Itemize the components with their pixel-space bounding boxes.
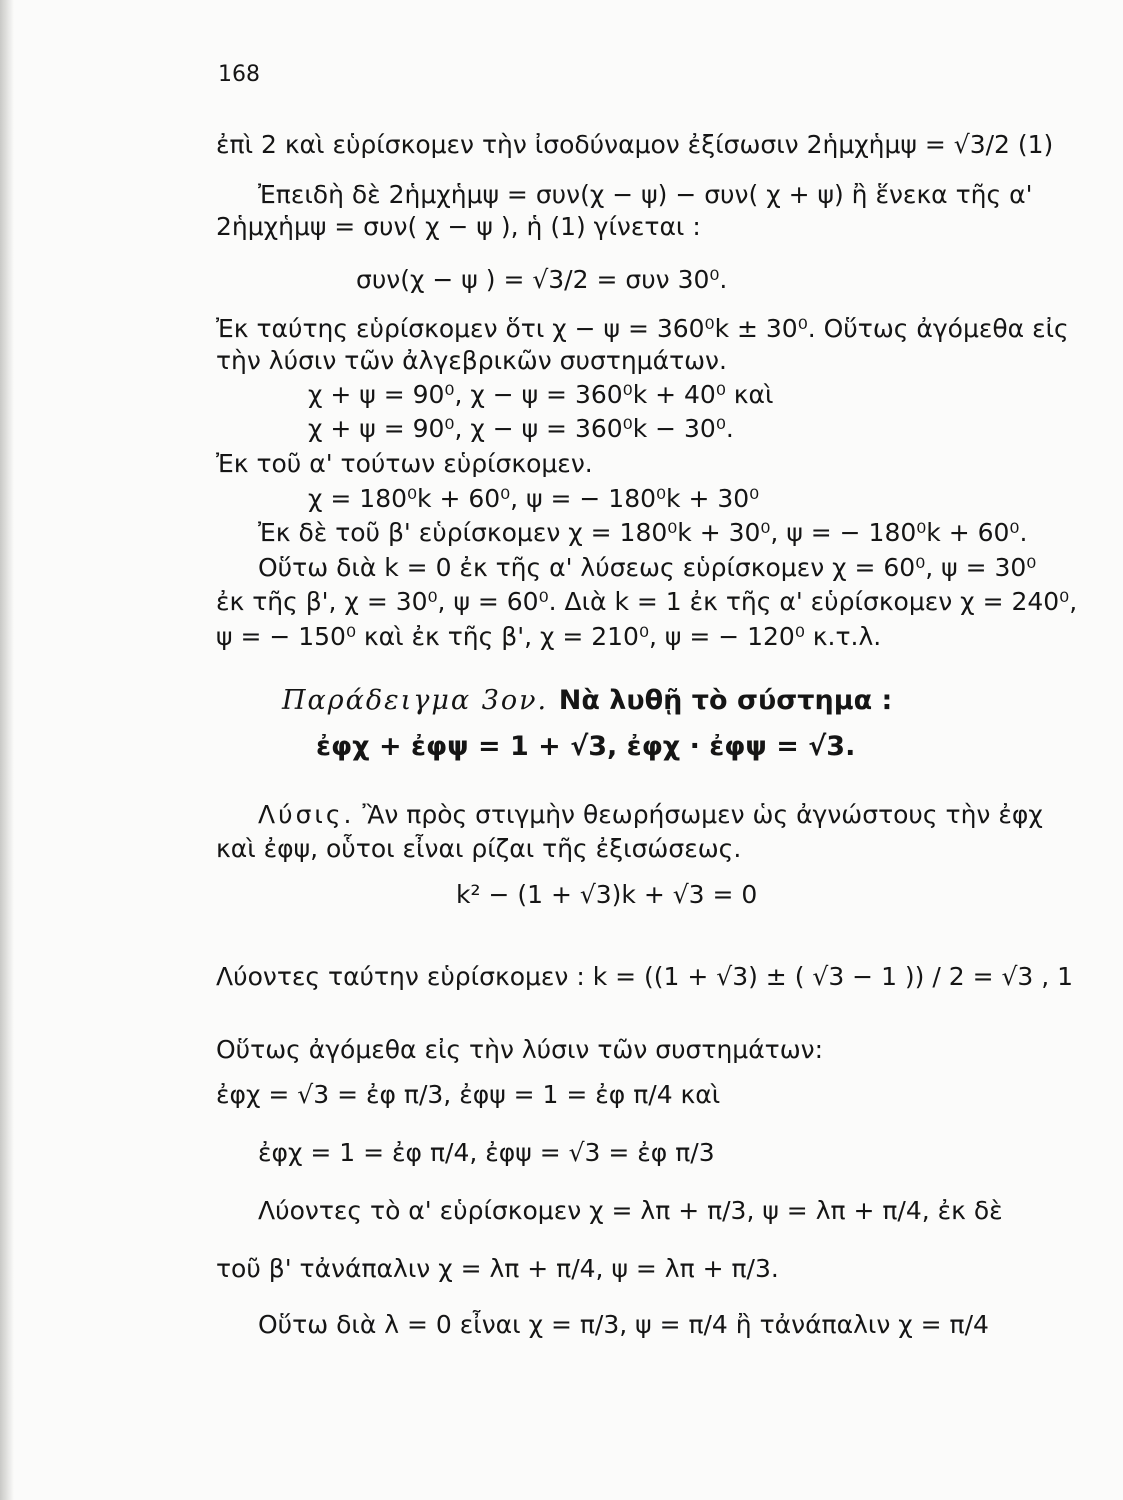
- text-line-1: ἐπὶ 2 καὶ εὑρίσκομεν τὴν ἰσοδύναμον ἐξίσωσιν 2ἡμχἡμψ = √3/2 (1): [216, 130, 1054, 159]
- text-line-13: ἐκ τῆς β', χ = 30⁰, ψ = 60⁰. Διὰ k = 1 ἐκ τῆς α' εὑρίσκομεν χ = 240⁰,: [216, 587, 1078, 616]
- system-line-2: χ + ψ = 90⁰, χ − ψ = 360⁰k − 30⁰.: [308, 414, 734, 443]
- quadratic-equation: k² − (1 + √3)k + √3 = 0: [456, 880, 758, 909]
- page-number: 168: [218, 62, 260, 87]
- text-line-3: 2ἡμχἡμψ = συν( χ − ψ ), ἡ (1) γίνεται :: [216, 212, 701, 241]
- system-line-1: χ + ψ = 90⁰, χ − ψ = 360⁰k + 40⁰ καὶ: [308, 380, 774, 409]
- text-line-23: τοῦ β' τἀνάπαλιν χ = λπ + π/4, ψ = λπ + π/3.: [216, 1254, 779, 1283]
- solution-intro: [258, 800, 1043, 830]
- example-heading-italic: Παράδειγμα 3ον.: [282, 685, 549, 716]
- text-line-11: Ἐκ δὲ τοῦ β' εὑρίσκομεν χ = 180⁰k + 30⁰, ψ = − 180⁰k + 60⁰.: [258, 518, 1028, 547]
- text-line-24: Οὕτω διὰ λ = 0 εἶναι χ = π/3, ψ = π/4 ἢ τἀνάπαλιν χ = π/4: [258, 1310, 989, 1339]
- text-line-9: Ἐκ τοῦ α' τούτων εὑρίσκομεν.: [216, 449, 593, 478]
- text-line-22: Λύοντες τὸ α' εὑρίσκομεν χ = λπ + π/3, ψ = λπ + π/4, ἐκ δὲ: [258, 1196, 1003, 1225]
- system-tan-1: ἐφχ = √3 = ἐφ π/3, ἐφψ = 1 = ἐφ π/4 καὶ: [216, 1080, 721, 1109]
- example-system: ἐφχ + ἐφψ = 1 + √3, ἐφχ · ἐφψ = √3.: [316, 731, 856, 762]
- solution-text: Ἂν πρὸς στιγμὴν θεωρήσωμεν ὡς ἀγνώστους τὴν ἐφχ: [362, 800, 1043, 829]
- quadratic-roots: Λύοντες ταύτην εὑρίσκομεν : k = ((1 + √3) ± ( √3 − 1 )) / 2 = √3 , 1: [216, 962, 1074, 991]
- text-line-14: ψ = − 150⁰ καὶ ἐκ τῆς β', χ = 210⁰, ψ = − 120⁰ κ.τ.λ.: [216, 622, 882, 651]
- text-line-12: Οὕτω διὰ k = 0 ἐκ τῆς α' λύσεως εὑρίσκομεν χ = 60⁰, ψ = 30⁰: [258, 553, 1037, 582]
- text-line-2: Ἐπειδὴ δὲ 2ἡμχἡμψ = συν(χ − ψ) − συν( χ + ψ) ἢ ἕνεκα τῆς α': [258, 180, 1033, 209]
- text-line-6: τὴν λύσιν τῶν ἀλγεβρικῶν συστημάτων.: [216, 346, 727, 375]
- equation-cos30: συν(χ − ψ ) = √3/2 = συν 30⁰.: [356, 265, 728, 294]
- page-edge-shadow: [0, 0, 14, 1500]
- text-line-19: Οὕτως ἀγόμεθα εἰς τὴν λύσιν τῶν συστημάτων:: [216, 1035, 824, 1064]
- text-line-5: Ἐκ ταύτης εὑρίσκομεν ὅτι χ − ψ = 360⁰k ± 30⁰. Οὕτως ἀγόμεθα εἰς: [216, 314, 1069, 343]
- system-tan-2: ἐφχ = 1 = ἐφ π/4, ἐφψ = √3 = ἐφ π/3: [258, 1138, 715, 1167]
- solution-label: Λύσις.: [258, 800, 355, 829]
- text-line-16: καὶ ἐφψ, οὗτοι εἶναι ρίζαι τῆς ἐξισώσεως.: [216, 834, 742, 863]
- example-heading-bold: Νὰ λυθῇ τὸ σύστημα :: [558, 685, 893, 716]
- example-heading: [282, 686, 892, 716]
- solution-line-a: χ = 180⁰k + 60⁰, ψ = − 180⁰k + 30⁰: [308, 484, 760, 513]
